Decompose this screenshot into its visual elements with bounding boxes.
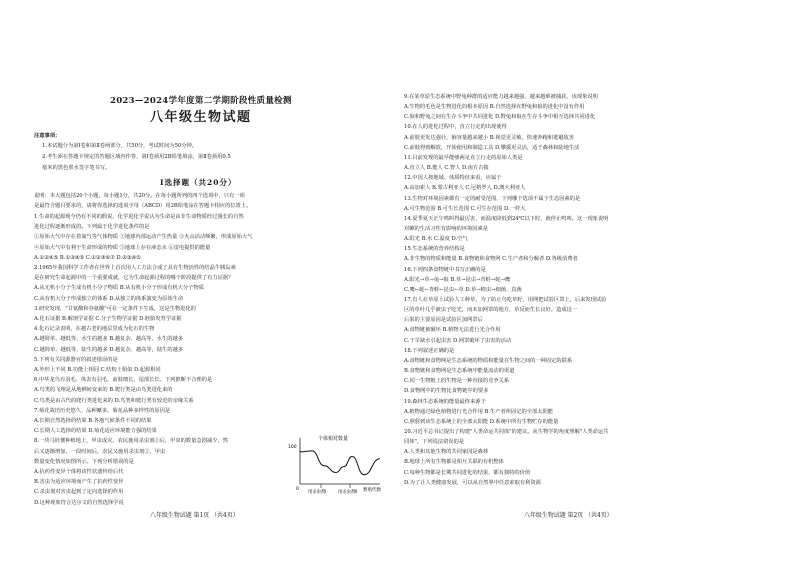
text-line: A.从无机小分子生成有机小分子物质 B.从有机小分子形成有机大分子物质 [34, 285, 204, 292]
text-line: 对蝉的生活习性有影响的环境因素是 [404, 225, 488, 232]
text-line: 13.生物对环境因素都有一定的耐受范围，下列哪个选项不属于生态因素的是 [404, 195, 581, 202]
exam-title: 2023—2024学年度第二学期阶段性质量检测 [110, 96, 292, 106]
text-line: A.阳光→草→兔→狼 B.草→昆虫→青蛙→蛇→鹰 [404, 276, 511, 283]
text-line: A.前肢更发达强壮，脑容量越来越小 B.视觉更灵敏，快速奔跑和逃避敌害 [404, 134, 574, 141]
text-line: 毫米的黑色墨水签字笔书写。 [42, 165, 111, 171]
text-line: 2.1965年我国科学工作者在世界上首次用人工方法合成了具有生物活性的结晶牛胰岛素 [34, 265, 236, 271]
text-line: C.前肢得到解放，开始使用和制造工具 D.攀援更灵活，适于森林和陆地生活 [404, 144, 580, 151]
text-line: C.杀虫剂对害虫起到了定向选择的作用 [34, 489, 124, 496]
text-line: 17.有人在草原上试验人工种草，为了防止鸟吃草籽，用网把试验区罩上，后来发现试验 [404, 297, 607, 303]
text-line: 2.考生须在答题卡规定的答题区域内作答，第Ⅰ卷须用2B铅笔填涂，第Ⅱ卷须用0.5 [42, 154, 231, 160]
text-line: 数量变化情况如图所示。下列分析错误的是 [34, 458, 134, 465]
marker-1-label: 用杀虫剂Ⅰ [308, 490, 327, 494]
text-line: 8.一块马铃薯种植地上，甲虫成灾，农民施用杀虫剂①后，甲虫的数量急剧减少，然 [34, 438, 228, 445]
text-line: 11.目前发现的最早能够两足直立行走的原始人类是 [404, 154, 523, 161]
text-line: 1.本试题分为第Ⅰ卷和第Ⅱ卷两部分，共50分，考试时间为50分钟。 [42, 143, 198, 149]
text-line: A.鸟类的飞翔是从地栖转变来的 B.爬行类是由鸟类进化来的 [34, 387, 173, 394]
text-line: A.抗药性变异个体将该性状遗传给后代 [34, 469, 124, 475]
text-line: 是在研究生命起源中的一个重要成就，它为生命起源过程的哪个阶段提供了有力证据？ [34, 275, 234, 282]
text-line: 1.生命的起源现今仍有不同的假说，化学进化学说认为生命是由非生命物质经过漫长的自然 [34, 214, 244, 220]
text-line: 区的草叶几乎被虫子吃光，而未加网罩的地方，草反而生长良好。造成这一 [404, 307, 578, 314]
text-line: 16.下列四条食物链中书写正确的是 [404, 266, 486, 273]
text-line: C.鹰←蛇←青蛙←昆虫←草 D.草→蝗虫→细菌、真菌 [404, 286, 522, 293]
text-line: 9.在某草原生态系统中野兔种群的适应能力越来越强，越来越难被捕获，该现象说明 [404, 94, 598, 100]
text-line: A.可生物范围 B.可生长范围 C.可生存范围 D.一样大 [404, 205, 526, 212]
text-line: 3.研究发现，"甘氨酸和谷氨酸"可在一定条件下生成，这是生物进化的 [34, 305, 196, 312]
text-line: A.越简单、越低等，水生的越多 B.越复杂、越高等，水生的越多 [34, 336, 183, 343]
section-title: Ⅰ选择题（共20分） [160, 178, 237, 187]
text-line: C.狼和野兔之间在生存斗争中共同进化 D.野兔和狼在生存斗争中相互选择共同进化 [404, 114, 596, 121]
text-line: A.食物链和食物网是生态系统的物质和能量在生物之间的一种固定的联系 [404, 357, 573, 364]
marker-2-label: 用杀虫剂Ⅱ [338, 490, 358, 494]
text-line: A.植物通过绿色植物进行光合作用 B.生产者所固定的全部太阳能 [404, 408, 553, 415]
text-line: C.鸟类是由古代的爬行类进化来的 D.鸟类和爬行类有较近的亲缘关系 [34, 397, 194, 404]
text-line: A.外形上不同 B.功能上相同 C.结构上相似 D.起源相同 [34, 367, 161, 373]
text-line: A.食物链被破坏 B.植物无法进行光合作用 [404, 327, 501, 334]
pest-graph [288, 434, 384, 494]
text-line: 18.下列叙述正确的是 [404, 347, 455, 354]
text-line: A.非生物的物质和能量 B.食物链和食物网 C.生产者和分解者 D.各级消费者 [404, 256, 578, 263]
text-line: 15.生态系统的营养结构是 [404, 246, 465, 253]
tick-100: 100 [288, 445, 297, 450]
text-line: A.高加索人 B.蒙古利亚人 C.尼格罗人 D.澳大利亚人 [404, 185, 526, 192]
text-line: 后又逐渐增加，一段时间后，农民又施用杀虫剂②，甲虫 [34, 448, 166, 455]
footer: 八年级生物试题 第2页 （共4页） [524, 512, 613, 519]
text-line: 5.下列有关同源器官的叙述错误的是 [34, 356, 118, 363]
text-line: D.这种现象符合达尔文的自然选择学说 [34, 499, 124, 506]
population-curve [300, 451, 380, 475]
tick-0: 0 [296, 487, 299, 492]
text-line: 14.夏季夏天正午鸣叫得最厉害，而温度降低到24℃以下时，就停止鸣叫。这一现象说明 [404, 215, 609, 222]
text-line: 同体"，下列说法错误的是 [404, 439, 465, 446]
page-1 [30, 0, 390, 562]
text-line: D.食物网中的生物比食物链中的要多 [404, 388, 489, 395]
text-line: C.干旱缺水引起虫害 D.网罩破坏了虫害的活动 [404, 337, 512, 344]
text-line: 10.在人的进化过程中，直立行走的出现使得 [404, 124, 507, 131]
subject-title: 八年级生物试题 [150, 110, 252, 125]
text-line: A.直立人 B.能人 C.智人 D.南方古猿 [404, 165, 489, 172]
notes-heading: 注意事项： [34, 133, 61, 139]
text-line: B.地球上所有生物都是相互关联的有机整体 [404, 459, 504, 466]
text-line: A.生物的毛色是生物进化的根本原因 B.自然选择在野兔和狼的进化中没有作用 [404, 104, 585, 111]
text-line: 说明：本大题包括20个小题，每小题1分，共20分。在每小题所列的四个选项中，只有一项 [34, 193, 245, 199]
text-line: A.①②④⑤ B.①③④⑤ C.①②③⑥⑦ D.②③④⑤ [34, 254, 141, 261]
text-line: 后果的主要原因是试验区加网罩后 [404, 317, 483, 324]
text-line: 12.中国人按地域、体质特征来看，应属于 [404, 175, 502, 182]
page-2 [404, 0, 766, 562]
text-line: C.从有机大分子形成独立的体系 D.从独立的体系演变为原始生命 [34, 295, 184, 302]
text-line: B.食物链和食物网是生态系统中能量流动的渠道 [404, 368, 515, 375]
text-line: ④原始大气中有利于生命形成的物质 ⑤地球上存在液态水 ⑥雷电提供的能量 [34, 244, 211, 251]
text-line: C.每种生物都是长期共同进化的结果，都有独特的价值 [404, 469, 531, 476]
text-line: 进化过程逐渐形成的。下列属于化学进化条件的是 [34, 224, 150, 231]
text-line: C.照射到该生态系统上的全部太阳能 D.系统中所有生物贮存的能量 [404, 418, 559, 425]
text-line: 19.森林生态系统的能量最终来源于 [404, 398, 486, 405]
text-line: 7.菊花栽培历史悠久、品种繁多。菊花品种多样性的原因是 [34, 407, 171, 414]
text-line: ①原始大气中存在着氮气等气体物质 ②地球内部运动产生热量 ③火山活动频繁，形成原始大气 [34, 234, 253, 241]
text-line: B.害虫为适应环境而产生了抗药性变异 [34, 479, 124, 486]
text-line: A.阳光 B.水 C.温度 D.空气 [404, 236, 468, 243]
text-line: A.人类和其他生物的共同家园是森林 [404, 449, 489, 456]
text-line: 6.中华龙鸟有羽毛、体表有羽毛，前肢细长，尾部长长。下列推断不合理的是 [34, 377, 213, 384]
text-line: 20.习近平总书记提出了构建"人类命运共同体"的建议。从生物学的角度理解"人类命运共 [404, 428, 609, 435]
x-axis-label: 繁殖代数 [363, 488, 381, 493]
text-line: 是最符合题目要求的，请将你选择的选项字母（ABCD）用2B铅笔涂在答题卡相应的位置上。 [34, 203, 252, 209]
text-line: A.长期自然选择的结果 B.各地气候条件不同的结果 [34, 418, 152, 424]
text-line: C.越简单、越低等，陆生的越多 D.越复杂、越高等，陆生的越多 [34, 346, 184, 353]
y-axis-label: 个体相对数量 [318, 436, 349, 442]
text-line: A.化石证据 B.解剖学证据 C.分子生物学证据 D.胚胎发育学证据 [34, 316, 182, 322]
text-line: C.同一生物链上的生物是一种直接的竞争关系 [404, 378, 510, 385]
footer: 八年级生物试题 第1页 （共4页） [150, 512, 239, 519]
text-line: D.为了让人类健康发展，可以从自然界中任意索取有利资源 [404, 479, 541, 486]
text-line: C.长期人工选择的结果 D.菊花适应环境能力强的结果 [34, 428, 157, 435]
text-line: 4.化石记录表明，在越古老的地层里成为化石的生物 [34, 326, 155, 333]
